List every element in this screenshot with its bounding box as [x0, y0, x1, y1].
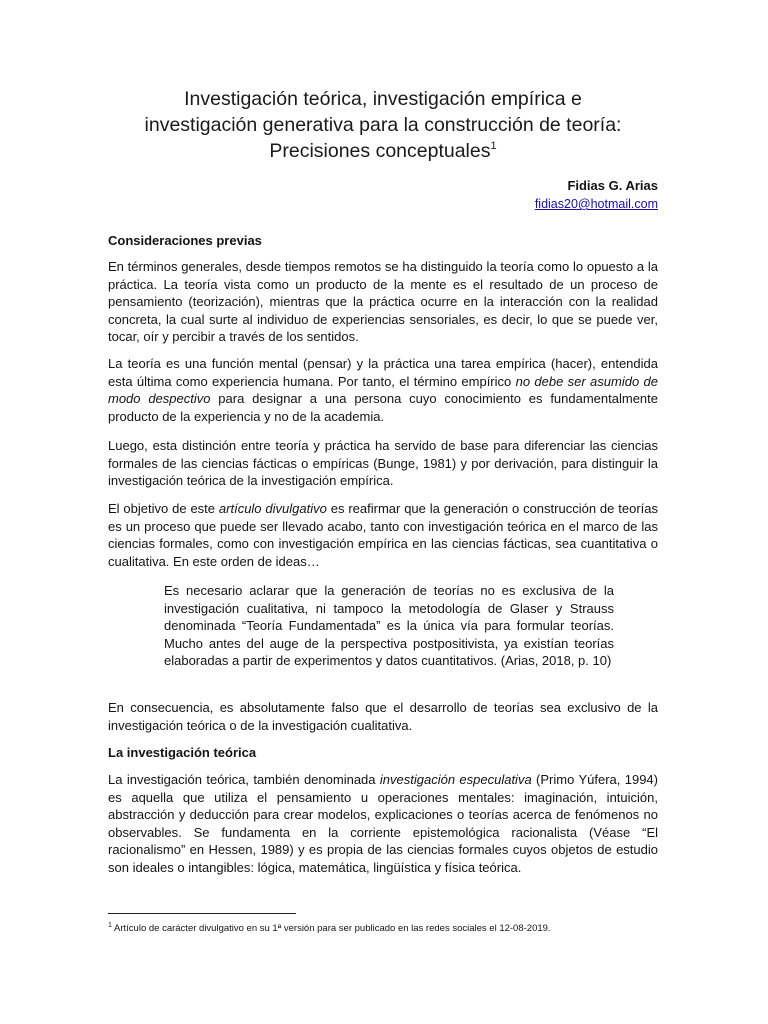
footnote: [108, 922, 668, 935]
title-line-3: [108, 138, 658, 164]
paragraph-2-emphasis: no debe ser asumido de modo despectivo: [108, 373, 658, 407]
footnote-marker: 1: [108, 922, 112, 929]
paragraph-5: En consecuencia, es absolutamente falso que el desarrollo de teorías sea exclusivo de la investigación teórica o de la investigación cualitativa.: [108, 700, 658, 733]
paragraph-6-part-a: La investigación teórica, también denominada: [108, 772, 380, 787]
footnote-separator: [108, 913, 296, 914]
block-quote: Es necesario aclarar que la generación de teorías no es exclusiva de la investigación cualitativa, ni tampoco la metodología de Glaser y Strauss denominada “Teoría Fundamentada” es la única vía para formular teorías. Mucho antes del auge de la perspectiva postpositivista, ya existían teorías elaboradas a partir de experimentos y datos cuantitativos. (Arias, 2018, p. 10): [164, 583, 614, 669]
paragraph-4-emphasis: artículo divulgativo: [218, 501, 327, 516]
paragraph-4-part-b: es reafirmar que la generación o construcción de teorías es un proceso que puede ser llevado acabo, tanto con investigación teórica en el marco de las ciencias formales, como con investigación empírica en las ciencias fácticas, sea cuantitativa o cualitativa. En este orden de ideas…: [108, 501, 658, 569]
paragraph-6-emphasis: investigación especulativa: [379, 772, 532, 787]
footnote-text: Artículo de carácter divulgativo en su 1ª versión para ser publicado en las redes sociales el 12-08-2019.: [111, 923, 551, 934]
paragraph-6-part-b: (Primo Yúfera, 1994) es aquella que utiliza el pensamiento u operaciones mentales: imaginación, intuición, abstracción y deducción para crear modelos, explicaciones o teorías acerca de fenómenos no observables. Se fundamenta en la corriente epistemológica racionalista (Véase “El racionalismo” en Hessen, 1989) y es propia de las ciencias formales cuyos objetos de estudio son ideales o intangibles: lógica, matemática, lingüística y física teórica.: [108, 772, 658, 875]
title-line-1: Investigación teórica, investigación empírica e: [184, 88, 582, 110]
title-footnote-marker[interactable]: 1: [490, 140, 497, 152]
paragraph-4-part-a: El objetivo de este: [108, 501, 219, 516]
author-email-link[interactable]: fidias20@hotmail.com: [534, 197, 658, 211]
title-line-3-text: Precisiones conceptuales: [269, 140, 491, 162]
paragraph-3: Luego, esta distinción entre teoría y práctica ha servido de base para diferenciar las ciencias formales de las ciencias fácticas o empíricas (Bunge, 1981) y por derivación, para distinguir la investigación teórica de la investigación empírica.: [108, 438, 658, 489]
paragraph-6: [108, 771, 658, 877]
paragraph-1: En términos generales, desde tiempos remotos se ha distinguido la teoría como lo opuesto a la práctica. La teoría vista como un producto de la mente es el resultado de un proceso de pensamiento (teorización), mientras que la práctica ocurre en la interacción con la realidad concreta, la cual surte al individuo de experiencias sensoriales, es decir, lo que se puede ver, tocar, oír y percibir a través de los sentidos.: [108, 259, 658, 345]
paragraph-2-part-a: La teoría es una función mental (pensar) y la práctica una tarea empírica (hacer), entendida esta última como experiencia humana. Por tanto, el término empírico: [108, 356, 658, 389]
heading-consideraciones-previas: Consideraciones previas: [108, 233, 262, 248]
paragraph-4: [108, 500, 658, 570]
paragraph-2: [108, 355, 658, 425]
paragraph-2-part-b: para designar a una persona cuyo conocimiento es fundamentalmente producto de la experiencia y no de la academia.: [108, 391, 659, 424]
title-line-2: investigación generativa para la construcción de teoría:: [144, 114, 622, 136]
heading-investigacion-teorica: La investigación teórica: [108, 745, 257, 760]
document-title: [108, 86, 658, 164]
author-name: Fidias G. Arias: [567, 178, 658, 193]
